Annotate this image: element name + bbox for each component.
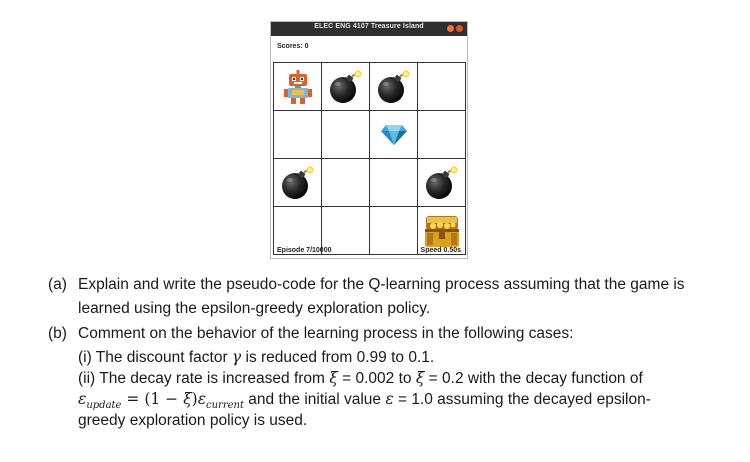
question-a-label: (a)	[48, 276, 67, 293]
case2-text-d: and the initial value	[244, 391, 386, 408]
question-b-case2-line2	[78, 390, 651, 411]
speed-label: Speed 0.50s	[420, 247, 461, 254]
close-button[interactable]	[456, 25, 463, 32]
case2-text-b: = 0.002 to	[337, 370, 416, 387]
grid-cell	[370, 159, 418, 207]
xi-symbol: ξ	[415, 369, 425, 387]
bomb-icon	[328, 70, 364, 104]
case2-text-c: = 0.2 with the decay function of	[424, 370, 643, 387]
case2-text-e: = 1.0 assuming the decayed epsilon-	[393, 391, 651, 408]
scores-label: Scores: 0	[277, 43, 309, 50]
grid-cell	[274, 159, 322, 207]
minimize-button[interactable]	[447, 25, 454, 32]
game-window	[270, 21, 468, 259]
bomb-icon	[280, 166, 316, 200]
decay-eq-mid: = (1 −	[121, 390, 184, 408]
epsilon-symbol: ε	[385, 390, 394, 408]
grid-cell	[322, 63, 370, 111]
question-b-case1	[78, 348, 434, 367]
diamond-icon	[380, 124, 408, 146]
game-grid	[273, 62, 466, 255]
epsilon-symbol: ε	[197, 390, 207, 408]
robot-icon	[283, 70, 313, 104]
treasure-icon	[423, 213, 461, 249]
question-b-case2-line3: greedy exploration policy is used.	[78, 412, 308, 429]
grid-cell	[370, 207, 418, 255]
grid-cell	[322, 111, 370, 159]
grid-cell	[418, 63, 466, 111]
gamma-symbol: γ	[231, 348, 242, 366]
window-controls	[447, 25, 463, 32]
grid-cell	[418, 111, 466, 159]
grid-cell	[322, 159, 370, 207]
case2-text-a: (ii) The decay rate is increased from	[78, 370, 330, 387]
grid-cell	[274, 111, 322, 159]
xi-symbol: ξ	[183, 390, 192, 408]
epsilon-symbol: ε	[78, 390, 87, 408]
decay-eq-mid2: )	[191, 390, 198, 408]
update-subscript: update	[86, 400, 122, 412]
question-a-line1: Explain and write the pseudo-code for the Q-learning process assuming that the game is	[78, 276, 685, 293]
current-subscript: current	[206, 400, 244, 412]
bomb-icon	[424, 166, 460, 200]
grid-cell	[370, 63, 418, 111]
window-title: ELEC ENG 4107 Treasure Island	[314, 23, 424, 30]
question-b-label: (b)	[48, 325, 67, 342]
episode-label: Episode 7/10000	[277, 247, 332, 254]
question-b-line1: Comment on the behavior of the learning process in the following cases:	[78, 325, 574, 342]
grid-cell	[370, 111, 418, 159]
xi-symbol: ξ	[329, 369, 338, 387]
question-a-line2: learned using the epsilon-greedy exploration policy.	[78, 300, 431, 317]
grid-cell	[274, 63, 322, 111]
title-bar	[271, 22, 467, 36]
case1-post: is reduced from 0.99 to 0.1.	[241, 349, 435, 366]
grid-cell	[418, 159, 466, 207]
case1-pre: (i) The discount factor	[78, 349, 232, 366]
question-b-case2-line1	[78, 369, 643, 388]
bomb-icon	[376, 70, 412, 104]
